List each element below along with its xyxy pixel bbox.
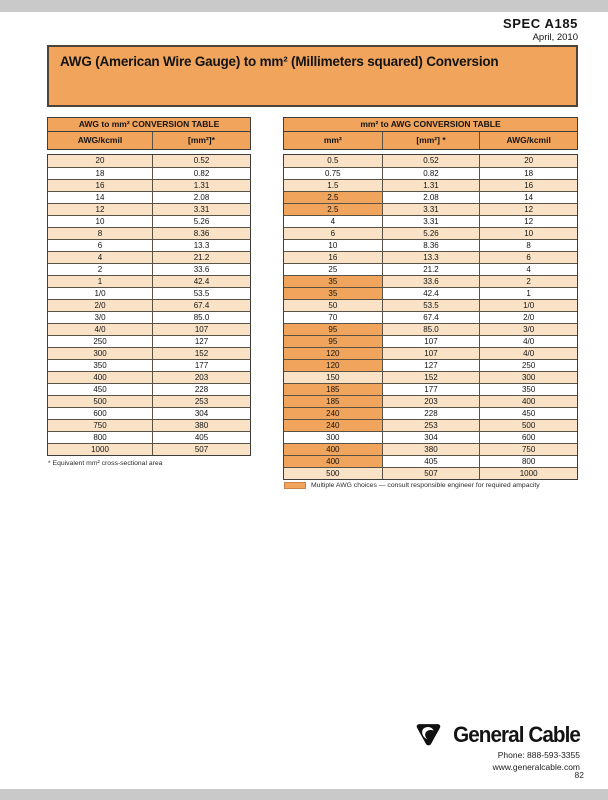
table-cell: 1/0	[94, 289, 106, 298]
table-header	[47, 117, 251, 150]
table-cell: 380	[382, 444, 480, 455]
table-cell: 5.26	[152, 216, 250, 227]
table-row	[284, 443, 577, 455]
table-cell: 10	[95, 217, 105, 226]
table-cell: 20	[479, 155, 577, 167]
table-cell: 228	[382, 408, 480, 419]
table-row	[48, 263, 250, 275]
footer	[416, 722, 580, 774]
table-cell: 14	[479, 192, 577, 203]
viewer-gray-strip-top	[0, 0, 608, 12]
table-cell: 1.31	[152, 180, 250, 191]
table-cell: 4	[97, 253, 103, 262]
table-cell: 42.4	[152, 276, 250, 287]
table-cell: 5.26	[382, 228, 480, 239]
table-row	[284, 203, 577, 215]
table-row	[48, 383, 250, 395]
table-cell: 152	[382, 372, 480, 383]
table-cell: 177	[382, 384, 480, 395]
table-row	[48, 167, 250, 179]
table-row	[284, 179, 577, 191]
brand-name: General Cable	[453, 722, 580, 747]
table-cell: 507	[152, 444, 250, 455]
table-cell: 4/0	[479, 348, 577, 359]
table-cell: 177	[152, 360, 250, 371]
table-cell: 25	[328, 265, 338, 274]
table-cell: 2	[479, 276, 577, 287]
table-cell: 21.2	[152, 252, 250, 263]
column-header-row	[284, 132, 577, 149]
table-row	[48, 203, 250, 215]
table-cell: 500	[326, 469, 340, 478]
table-body	[283, 154, 578, 480]
table-row	[48, 347, 250, 359]
table-cell: 21.2	[382, 264, 480, 275]
table-cell: 2	[97, 265, 103, 274]
table-cell: 16	[95, 181, 105, 190]
table-row	[48, 179, 250, 191]
spec-date: April, 2010	[532, 32, 578, 43]
table-cell: 2.08	[152, 192, 250, 203]
table-row	[284, 347, 577, 359]
table-cell: 70	[328, 313, 338, 322]
table-cell: 127	[382, 360, 480, 371]
table-cell: 185	[284, 396, 382, 407]
table-cell: 12	[479, 216, 577, 227]
table-cell: 0.82	[152, 168, 250, 179]
table-cell: 203	[152, 372, 250, 383]
table-cell: 53.5	[152, 288, 250, 299]
table-cell: 107	[382, 336, 480, 347]
table-row	[48, 275, 250, 287]
table-row	[284, 263, 577, 275]
table-cell: 95	[284, 324, 382, 335]
general-cable-logo-icon	[416, 723, 441, 747]
table-cell: 53.5	[382, 300, 480, 311]
table-row	[48, 191, 250, 203]
table-row	[284, 455, 577, 467]
table-row	[48, 299, 250, 311]
table-row	[48, 407, 250, 419]
table-cell: 1000	[91, 445, 109, 454]
table-cell: 4/0	[94, 325, 106, 334]
table-cell: 85.0	[152, 312, 250, 323]
table-cell: 67.4	[152, 300, 250, 311]
table-cell: 120	[284, 348, 382, 359]
footer-website: www.generalcable.com	[492, 761, 580, 772]
column-header: mm²	[323, 135, 342, 145]
table-cell: 3.31	[382, 216, 480, 227]
table-cell: 750	[479, 444, 577, 455]
table-row	[284, 251, 577, 263]
table-cell: 1	[97, 277, 103, 286]
table-cell: 400	[284, 444, 382, 455]
table-cell: 405	[152, 432, 250, 443]
table-cell: 600	[479, 432, 577, 443]
table-cell: 8.36	[382, 240, 480, 251]
table-row	[284, 419, 577, 431]
table-cell: 33.6	[382, 276, 480, 287]
table-cell: 6	[97, 241, 103, 250]
viewer-gray-strip-bottom	[0, 789, 608, 800]
table-row	[284, 155, 577, 167]
table-cell: 8	[479, 240, 577, 251]
table-cell: 107	[382, 348, 480, 359]
table-cell: 0.82	[382, 168, 480, 179]
table-cell: 507	[382, 468, 480, 479]
table-row	[284, 311, 577, 323]
table-row	[48, 227, 250, 239]
table-cell: 6	[479, 252, 577, 263]
table-cell: 20	[95, 156, 105, 165]
table-row	[284, 407, 577, 419]
table-cell: 253	[382, 420, 480, 431]
table-row	[284, 335, 577, 347]
table-header	[283, 117, 578, 150]
table-cell: 253	[152, 396, 250, 407]
table-row	[48, 155, 250, 167]
table-row	[284, 239, 577, 251]
column-header: [mm²]*	[152, 132, 250, 149]
awg-to-mm2-table	[47, 117, 251, 456]
table-cell: 0.5	[327, 156, 339, 165]
table-cell: 240	[284, 408, 382, 419]
table-cell: 0.52	[382, 155, 480, 167]
table-row	[48, 443, 250, 455]
table-cell: 800	[93, 433, 107, 442]
table-cell: 13.3	[382, 252, 480, 263]
table-row	[284, 431, 577, 443]
table-cell: 250	[479, 360, 577, 371]
table-cell: 67.4	[382, 312, 480, 323]
table-cell: 1/0	[479, 300, 577, 311]
table-cell: 50	[328, 301, 338, 310]
brand-row	[416, 722, 580, 748]
table-cell: 300	[479, 372, 577, 383]
table-row	[48, 323, 250, 335]
table-row	[284, 323, 577, 335]
table-row	[284, 395, 577, 407]
table-cell: 2/0	[94, 301, 106, 310]
table-cell: 300	[326, 433, 340, 442]
table-cell: 152	[152, 348, 250, 359]
table-cell: 350	[93, 361, 107, 370]
table-cell: 2.5	[284, 204, 382, 215]
table-cell: 42.4	[382, 288, 480, 299]
table-cell: 1	[479, 288, 577, 299]
table-row	[48, 251, 250, 263]
mm2-to-awg-table	[283, 117, 578, 480]
table-cell: 18	[95, 169, 105, 178]
table-row	[48, 395, 250, 407]
table-cell: 1.5	[327, 181, 339, 190]
table-cell: 150	[326, 373, 340, 382]
table-row	[48, 239, 250, 251]
table-cell: 350	[479, 384, 577, 395]
table-cell: 3.31	[152, 204, 250, 215]
table-cell: 33.6	[152, 264, 250, 275]
table-cell: 10	[328, 241, 338, 250]
table-row	[48, 419, 250, 431]
page-title: AWG (American Wire Gauge) to mm² (Millimeters squared) Conversion	[60, 54, 499, 69]
spec-header	[503, 16, 578, 43]
table-body	[47, 154, 251, 456]
column-header: [mm²] *	[382, 132, 480, 149]
table-title: mm² to AWG CONVERSION TABLE	[284, 118, 577, 132]
table-cell: 800	[479, 456, 577, 467]
table-row	[284, 359, 577, 371]
table-row	[284, 167, 577, 179]
table-row	[48, 215, 250, 227]
table-row	[284, 287, 577, 299]
table-row	[284, 371, 577, 383]
table-cell: 304	[382, 432, 480, 443]
table-cell: 0.75	[325, 169, 341, 178]
table-cell: 0.52	[152, 155, 250, 167]
table-cell: 4/0	[479, 336, 577, 347]
table-cell: 250	[93, 337, 107, 346]
table-cell: 380	[152, 420, 250, 431]
table-row	[284, 275, 577, 287]
table-cell: 120	[284, 360, 382, 371]
table-cell: 2/0	[479, 312, 577, 323]
table-cell: 12	[95, 205, 105, 214]
table-cell: 35	[284, 276, 382, 287]
table-row	[48, 335, 250, 347]
table-cell: 400	[93, 373, 107, 382]
highlight-legend	[284, 482, 540, 489]
table-title: AWG to mm² CONVERSION TABLE	[48, 118, 250, 132]
table-cell: 750	[93, 421, 107, 430]
legend-color-swatch	[284, 482, 306, 489]
table-row	[284, 383, 577, 395]
table-cell: 107	[152, 324, 250, 335]
table-row	[284, 227, 577, 239]
table-cell: 1000	[479, 468, 577, 479]
table-row	[284, 467, 577, 479]
page-number: 82	[574, 770, 584, 780]
column-header: AWG/kcmil	[77, 135, 123, 145]
table-cell: 85.0	[382, 324, 480, 335]
table-row	[48, 287, 250, 299]
table-row	[284, 215, 577, 227]
table-cell: 600	[93, 409, 107, 418]
table-cell: 240	[284, 420, 382, 431]
table-cell: 18	[479, 168, 577, 179]
table-cell: 13.3	[152, 240, 250, 251]
table-cell: 304	[152, 408, 250, 419]
table-cell: 185	[284, 384, 382, 395]
table-cell: 405	[382, 456, 480, 467]
table-cell: 3.31	[382, 204, 480, 215]
table-row	[48, 311, 250, 323]
table-cell: 14	[95, 193, 105, 202]
column-header: AWG/kcmil	[479, 132, 577, 149]
table-cell: 16	[479, 180, 577, 191]
table-cell: 450	[479, 408, 577, 419]
table-row	[48, 371, 250, 383]
table-cell: 300	[93, 349, 107, 358]
table-cell: 228	[152, 384, 250, 395]
table-cell: 400	[479, 396, 577, 407]
table-cell: 2.5	[284, 192, 382, 203]
table-cell: 2.08	[382, 192, 480, 203]
table-cell: 400	[284, 456, 382, 467]
column-header-row	[48, 132, 250, 149]
table-cell: 10	[479, 228, 577, 239]
table-row	[284, 191, 577, 203]
table-cell: 95	[284, 336, 382, 347]
legend-text: Multiple AWG choices — consult responsible engineer for required ampacity	[311, 482, 540, 489]
table-cell: 500	[93, 397, 107, 406]
table-cell: 8	[97, 229, 103, 238]
table-cell: 8.36	[152, 228, 250, 239]
table-cell: 500	[479, 420, 577, 431]
table-row	[284, 299, 577, 311]
table-cell: 450	[93, 385, 107, 394]
table-cell: 1.31	[382, 180, 480, 191]
table-cell: 4	[330, 217, 336, 226]
table-row	[48, 431, 250, 443]
title-banner	[47, 45, 578, 107]
table-cell: 16	[328, 253, 338, 262]
table-cell: 12	[479, 204, 577, 215]
table-cell: 35	[284, 288, 382, 299]
left-table-footnote: * Equivalent mm² cross-sectional area	[48, 460, 163, 467]
footer-phone: Phone: 888-593-3355	[497, 750, 580, 760]
table-cell: 203	[382, 396, 480, 407]
table-row	[48, 359, 250, 371]
table-cell: 3/0	[94, 313, 106, 322]
table-cell: 6	[330, 229, 336, 238]
table-cell: 3/0	[479, 324, 577, 335]
spec-code: SPEC A185	[502, 16, 578, 31]
table-cell: 4	[479, 264, 577, 275]
table-cell: 127	[152, 336, 250, 347]
